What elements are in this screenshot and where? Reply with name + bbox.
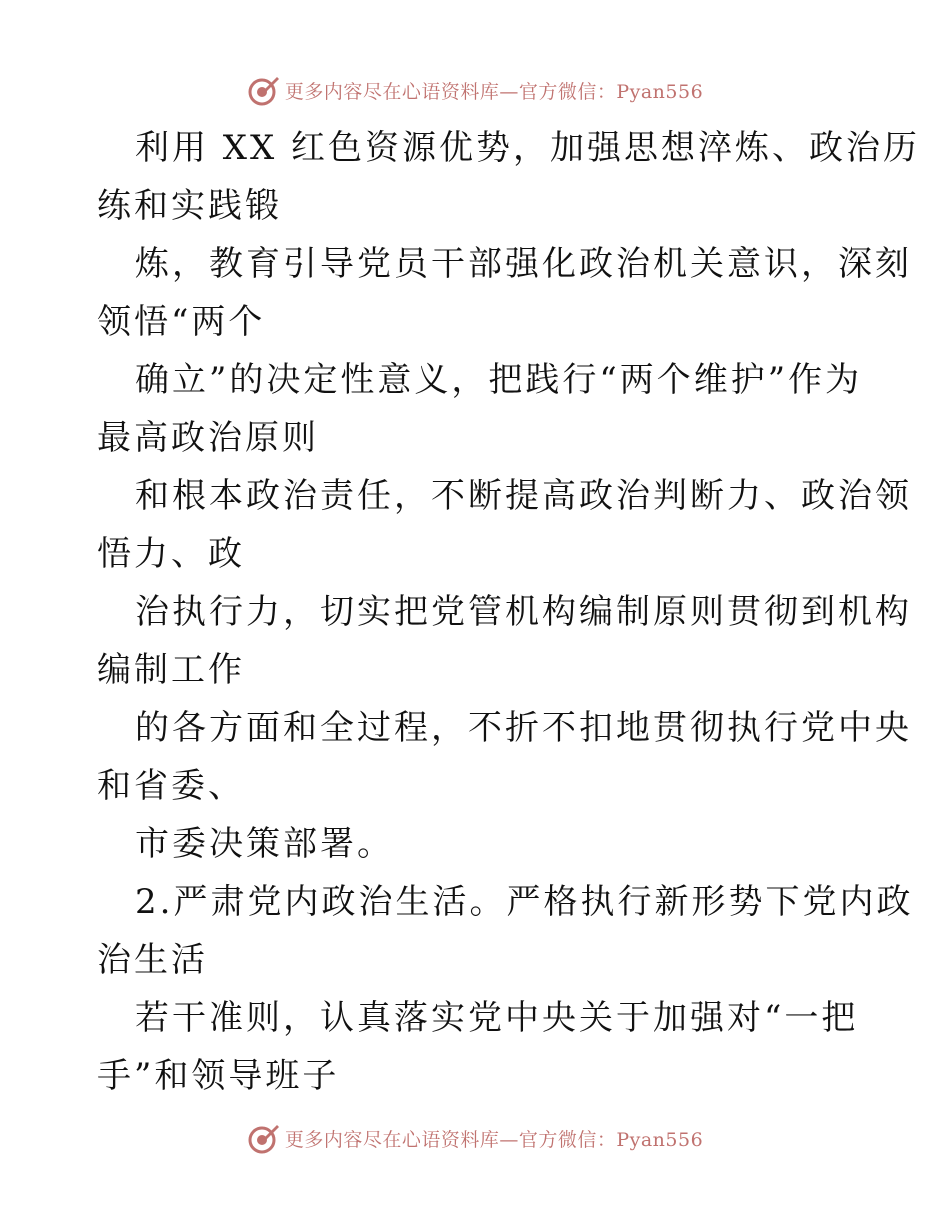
paragraph-line: 和根本政治责任，不断提高政治判断力、政治领 <box>135 476 912 516</box>
paragraph-line: 悟力、政 <box>97 534 245 574</box>
header-banner-text: 更多内容尽在心语资料库—官方微信：Pyan556 <box>284 80 704 103</box>
footer-banner-text: 更多内容尽在心语资料库—官方微信：Pyan556 <box>284 1128 704 1151</box>
paragraph-line: 利用 XX 红色资源优势，加强思想淬炼、政治历 <box>135 128 921 168</box>
paragraph-line: 治生活 <box>97 940 208 980</box>
paragraph-line: 编制工作 <box>97 650 245 690</box>
paragraph-line: 和省委、 <box>97 766 245 806</box>
pen-logo-icon <box>247 1121 281 1155</box>
paragraph-line: 市委决策部署。 <box>135 824 394 864</box>
paragraph-line: 最高政治原则 <box>97 418 319 458</box>
header-banner <box>0 70 950 110</box>
pen-logo-icon <box>247 73 281 107</box>
paragraph-line: 确立”的决定性意义，把践行“两个维护”作为 <box>135 360 863 400</box>
paragraph-line: 治执行力，切实把党管机构编制原则贯彻到机构 <box>135 592 912 632</box>
paragraph-line: 练和实践锻 <box>97 186 282 226</box>
paragraph-line: 领悟“两个 <box>97 302 266 342</box>
paragraph-line: 炼，教育引导党员干部强化政治机关意识，深刻 <box>135 244 912 284</box>
footer-banner <box>0 1118 950 1158</box>
paragraph-line: 手”和领导班子 <box>97 1056 340 1096</box>
paragraph-line: 2.严肃党内政治生活。严格执行新形势下党内政 <box>135 882 914 922</box>
paragraph-line: 的各方面和全过程，不折不扣地贯彻执行党中央 <box>135 708 912 748</box>
paragraph-line: 若干准则，认真落实党中央关于加强对“一把 <box>135 998 859 1038</box>
